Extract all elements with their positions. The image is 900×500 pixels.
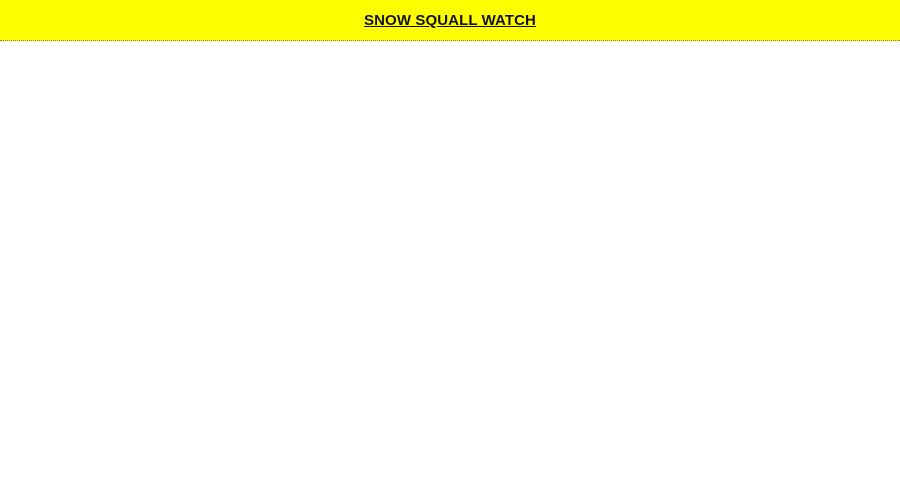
alert-banner [0, 0, 900, 41]
alert-title: SNOW SQUALL WATCH [364, 11, 536, 29]
